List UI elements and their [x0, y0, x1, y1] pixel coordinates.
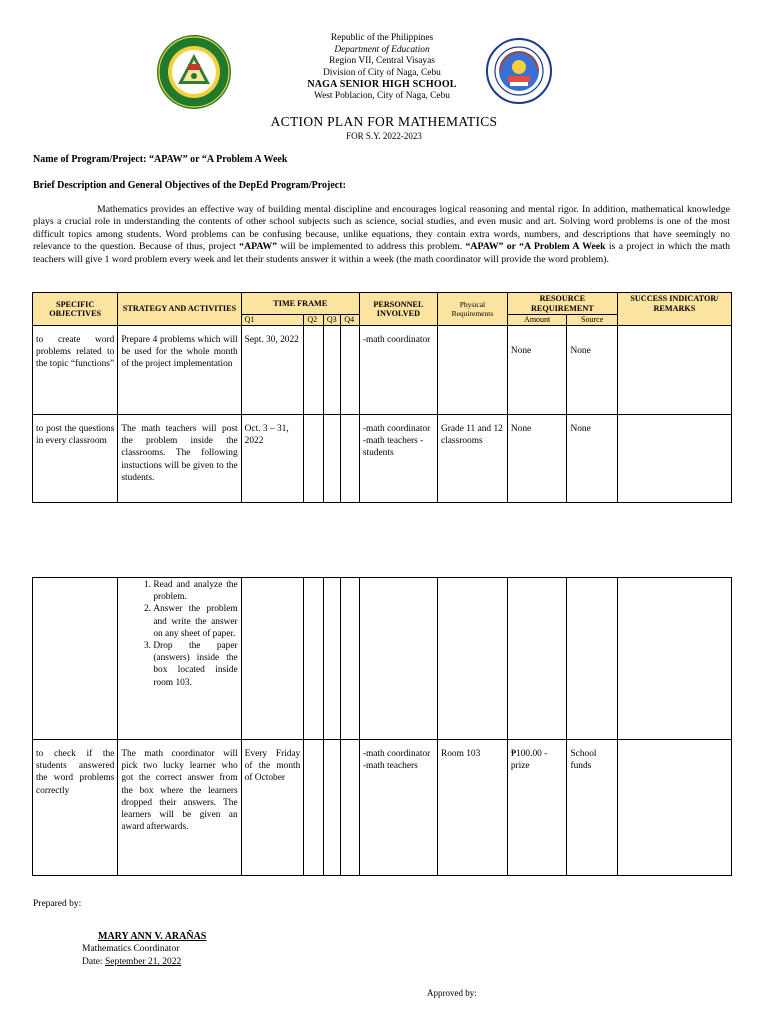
row1-objective: to create word problems related to the topic “functions”	[33, 326, 118, 415]
row3-physical: Room 103	[437, 740, 507, 876]
header-time-frame: TIME FRAME	[241, 293, 359, 315]
date-value: September 21, 2022	[104, 957, 182, 967]
document-title: ACTION PLAN FOR MATHEMATICS	[270, 114, 498, 129]
steps-row-amount	[507, 578, 567, 740]
description-text-1: Mathematics provides an effective way of building mental discipline and encourages logical reasoning and mental rigor. In addition, mathematical knowledge plays a crucial role in understanding the contents of other school subjects such as science, social studies, and even music and art. Solving word problems is one of the most difficult topics among students. Word problems can be confusing because, unlike equations, they contain extra words, numbers, and descriptions that have seemingly no relevance to the question. Because of thus, project	[33, 204, 730, 253]
region-line: Region VII, Central Visayas	[329, 56, 435, 66]
row1-q4	[341, 326, 360, 415]
row1-strategy: Prepare 4 problems which will be used for the whole month of the project implementation	[118, 326, 241, 415]
header-source: Source	[567, 315, 617, 326]
row2-strategy: The math teachers will post the problem inside the classrooms. The following instuctions will be given to the students.	[118, 415, 241, 503]
row2-q1: Oct. 3 – 31, 2022	[241, 415, 304, 503]
description-bold-1: “APAW”	[239, 241, 278, 253]
list-item: 1. Read and analyze the problem.	[153, 579, 237, 603]
table-row	[33, 740, 732, 876]
table-row	[33, 326, 732, 415]
row1-source: None	[567, 326, 617, 415]
header-personnel: PERSONNEL INVOLVED	[359, 293, 437, 326]
republic-line: Republic of the Philippines	[330, 33, 434, 43]
approved-by-label: Approved by:	[427, 988, 477, 998]
table-row	[33, 578, 732, 740]
row2-source: None	[567, 415, 617, 503]
list-item: 3. Drop the paper (answers) inside the box located inside room 103.	[153, 640, 237, 689]
division-seal-logo	[156, 34, 232, 110]
header-resource: RESOURCE REQUIREMENT	[507, 293, 617, 315]
description-paragraph	[33, 204, 730, 266]
row1-q3	[323, 326, 340, 415]
row2-q4	[341, 415, 360, 503]
steps-row-source	[567, 578, 617, 740]
row2-personnel: -math coordinator -math teachers -students	[359, 415, 437, 503]
description-text-3: is a project in which the math teachers will give 1 word problem every week and let their students answer it within a week (the math coordinator will provide the word problem).	[33, 241, 730, 265]
division-line: Division of City of Naga, Cebu	[323, 67, 441, 78]
row3-q3	[323, 740, 340, 876]
row1-amount: None	[507, 326, 567, 415]
school-year: FOR S.Y. 2022-2023	[346, 131, 422, 141]
description-bold-2: “APAW” or “A Problem A Week	[465, 241, 606, 253]
steps-row-personnel	[359, 578, 437, 740]
steps-row-physical	[437, 578, 507, 740]
prepared-by-label: Prepared by:	[33, 899, 82, 909]
row2-objective: to post the questions in every classroom	[33, 415, 118, 503]
steps-row-q1	[241, 578, 304, 740]
preparer-role: Mathematics Coordinator	[82, 944, 180, 954]
school-address: West Poblacion, City of Naga, Cebu	[314, 90, 450, 101]
row3-personnel: -math coordinator -math teachers	[359, 740, 437, 876]
row3-strategy: The math coordinator will pick two lucky learner who got the correct answer from the box where the learners dropped their answers. The learners will be given an award afterwards.	[118, 740, 241, 876]
row2-q2	[304, 415, 324, 503]
steps-row-q3	[323, 578, 340, 740]
department-line: Department of Education	[334, 44, 430, 55]
preparer-name: MARY ANN V. ARAÑAS	[98, 931, 207, 942]
header-objectives: SPECIFIC OBJECTIVES	[33, 293, 118, 326]
row2-amount: None	[507, 415, 567, 503]
prepared-date	[82, 957, 181, 967]
row2-physical: Grade 11 and 12 classrooms	[437, 415, 507, 503]
date-label: Date:	[82, 957, 105, 967]
steps-row-objective	[33, 578, 118, 740]
row3-success	[617, 740, 731, 876]
description-text-2: will be implemented to address this problem.	[277, 241, 466, 253]
list-item: 2. Answer the problem and write the answer on any sheet of paper.	[153, 603, 237, 640]
header-amount: Amount	[507, 315, 567, 326]
row1-personnel: -math coordinator	[359, 326, 437, 415]
header-success: SUCCESS INDICATOR/ REMARKS	[617, 293, 731, 326]
row2-q3	[323, 415, 340, 503]
school-name: NAGA SENIOR HIGH SCHOOL	[307, 79, 457, 90]
steps-row-q4	[341, 578, 360, 740]
header-q1: Q1	[241, 315, 304, 326]
row1-q1: Sept. 30, 2022	[241, 326, 304, 415]
header-physical: Physical Requirements	[437, 293, 507, 326]
header-q4: Q4	[341, 315, 360, 326]
row1-success	[617, 326, 731, 415]
row3-q1: Every Friday of the month of October	[241, 740, 304, 876]
row3-q4	[341, 740, 360, 876]
row1-q2	[304, 326, 324, 415]
steps-row-success	[617, 578, 731, 740]
school-seal-logo	[486, 38, 552, 104]
action-plan-table	[32, 292, 732, 503]
instruction-steps-list	[121, 579, 237, 689]
table-row	[33, 415, 732, 503]
row3-amount: ₱100.00 - prize	[507, 740, 567, 876]
header-q2: Q2	[304, 315, 324, 326]
program-name: Name of Program/Project: “APAW” or “A Problem A Week	[33, 154, 288, 165]
brief-description-heading: Brief Description and General Objectives of the DepEd Program/Project:	[33, 180, 346, 191]
steps-row-q2	[304, 578, 324, 740]
header-q3: Q3	[323, 315, 340, 326]
action-plan-table-continued	[32, 577, 732, 876]
steps-row-strategy	[118, 578, 241, 740]
row3-source: School funds	[567, 740, 617, 876]
header-strategy: STRATEGY AND ACTIVITIES	[118, 293, 241, 326]
row1-physical	[437, 326, 507, 415]
row3-q2	[304, 740, 324, 876]
row3-objective: to check if the students answered the word problems correctly	[33, 740, 118, 876]
row2-success	[617, 415, 731, 503]
